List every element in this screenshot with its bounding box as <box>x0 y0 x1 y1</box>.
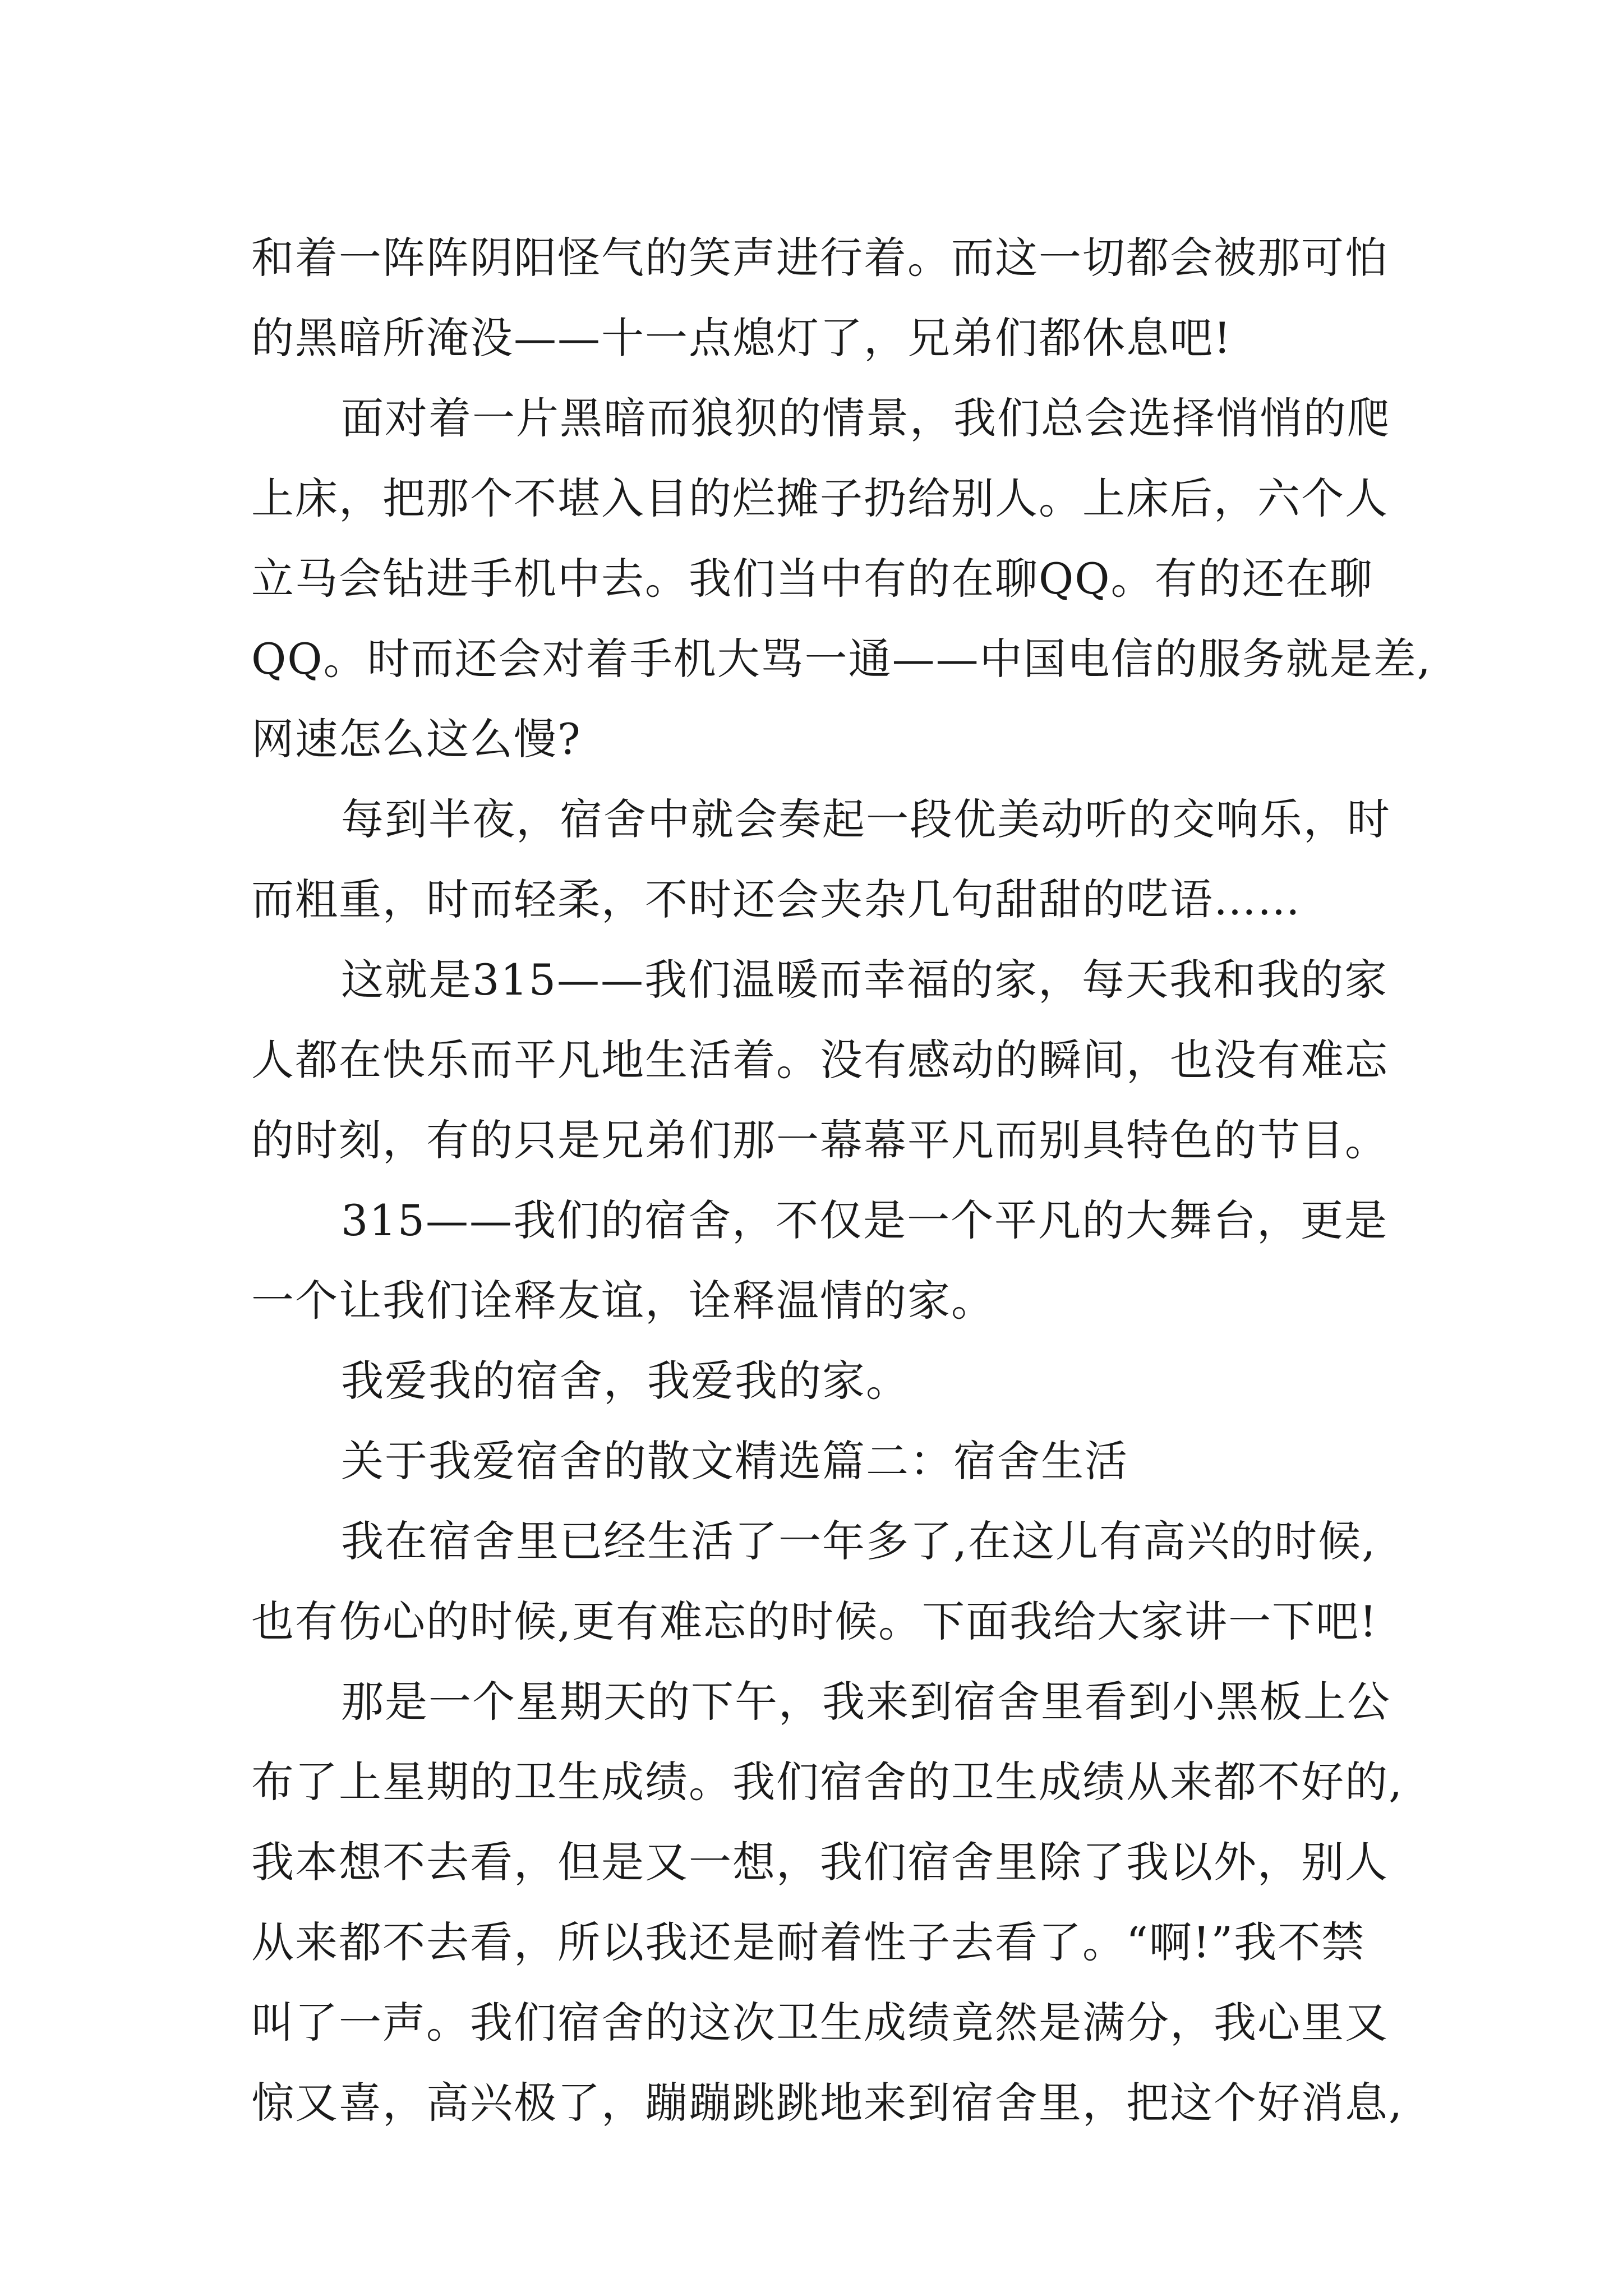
text-line-20: 布了上星期的卫生成绩。我们宿舍的卫生成绩从来都不好的, <box>251 1757 1404 1807</box>
text-line-9: 而粗重，时而轻柔，不时还会夹杂几句甜甜的呓语…… <box>251 875 1301 924</box>
text-line-11: 人都在快乐而平凡地生活着。没有感动的瞬间，也没有难忘 <box>251 1035 1389 1085</box>
text-line-23: 叫了一声。我们宿舍的这次卫生成绩竟然是满分，我心里又 <box>251 1998 1389 2047</box>
text-line-22: 从来都不去看，所以我还是耐着性子去看了。“啊!”我不禁 <box>251 1917 1366 1967</box>
text-line-12: 的时刻，有的只是兄弟们那一幕幕平凡而别具特色的节目。 <box>251 1115 1389 1165</box>
text-line-2: 的黑暗所淹没——十一点熄灯了，兄弟们都休息吧! <box>251 313 1232 363</box>
text-line-1: 和着一阵阵阴阳怪气的笑声进行着。而这一切都会被那可怕 <box>251 233 1389 283</box>
text-line-5: 立马会钻进手机中去。我们当中有的在聊QQ。有的还在聊 <box>251 554 1373 604</box>
text-line-15: 我爱我的宿舍，我爱我的家。 <box>341 1356 910 1406</box>
text-line-14: 一个让我们诠释友谊，诠释温情的家。 <box>251 1276 995 1326</box>
text-line-6: QQ。时而还会对着手机大骂一通——中国电信的服务就是差, <box>251 634 1432 684</box>
text-line-4: 上床，把那个不堪入目的烂摊子扔给别人。上床后，六个人 <box>251 473 1389 523</box>
text-line-8: 每到半夜，宿舍中就会奏起一段优美动听的交响乐，时 <box>341 794 1391 844</box>
text-line-18: 也有伤心的时候,更有难忘的时候。下面我给大家讲一下吧! <box>251 1596 1378 1646</box>
text-line-21: 我本想不去看，但是又一想，我们宿舍里除了我以外，别人 <box>251 1837 1389 1887</box>
text-line-17: 我在宿舍里已经生活了一年多了,在这儿有高兴的时候, <box>341 1516 1377 1566</box>
section-heading: 关于我爱宿舍的散文精选篇二：宿舍生活 <box>341 1436 1128 1486</box>
text-line-3: 面对着一片黑暗而狼狈的情景，我们总会选择悄悄的爬 <box>341 393 1391 443</box>
text-line-24: 惊又喜，高兴极了，蹦蹦跳跳地来到宿舍里，把这个好消息, <box>251 2078 1404 2128</box>
document-body <box>251 218 1432 2143</box>
text-line-10: 这就是315——我们温暖而幸福的家，每天我和我的家 <box>341 955 1389 1005</box>
text-line-13: 315——我们的宿舍，不仅是一个平凡的大舞台，更是 <box>341 1195 1389 1245</box>
text-line-7: 网速怎么这么慢? <box>251 714 582 764</box>
text-line-19: 那是一个星期天的下午，我来到宿舍里看到小黑板上公 <box>341 1677 1391 1727</box>
